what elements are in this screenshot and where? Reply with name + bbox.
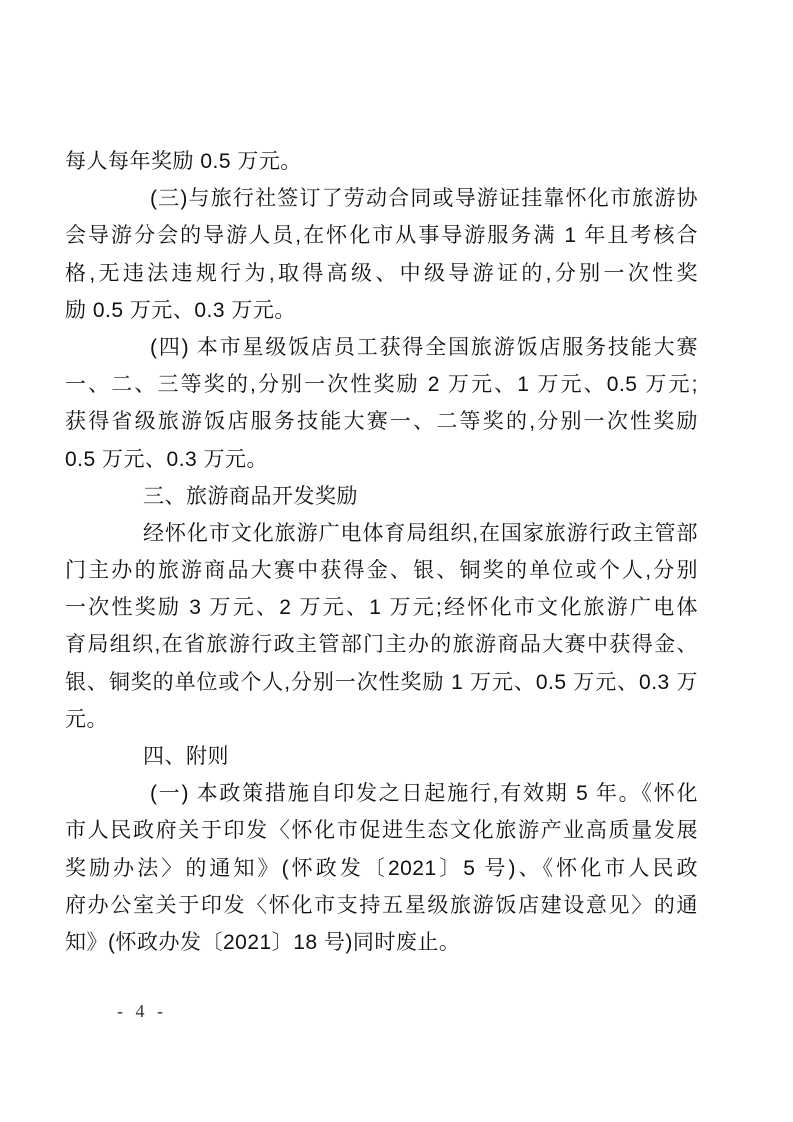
doc-line: 银、铜奖的单位或个人,分别一次性奖励 1 万元、0.5 万元、0.3 万 — [65, 670, 698, 694]
doc-line: 元。 — [65, 707, 108, 731]
doc-line: (三)与旅行社签订了劳动合同或导游证挂靠怀化市旅游协 — [150, 187, 698, 211]
doc-line: 育局组织,在省旅游行政主管部门主办的旅游商品大赛中获得金、 — [65, 633, 698, 657]
doc-line: 0.5 万元、0.3 万元。 — [65, 447, 269, 471]
doc-line: 一次性奖励 3 万元、2 万元、1 万元;经怀化市文化旅游广电体 — [65, 596, 698, 620]
doc-line: 知》(怀政办发〔2021〕18 号)同时废止。 — [65, 930, 461, 954]
doc-line: 经怀化市文化旅游广电体育局组织,在国家旅游行政主管部 — [143, 521, 698, 545]
doc-line: (四) 本市星级饭店员工获得全国旅游饭店服务技能大赛 — [150, 335, 698, 359]
doc-line: 市人民政府关于印发〈怀化市促进生态文化旅游产业高质量发展 — [65, 819, 698, 843]
section-heading: 四、附则 — [143, 745, 229, 768]
doc-line: 奖励办法〉的通知》(怀政发〔2021〕5 号)、《怀化市人民政 — [65, 856, 698, 880]
page-number: - 4 - — [117, 1001, 167, 1021]
doc-line: 励 0.5 万元、0.3 万元。 — [65, 298, 296, 322]
doc-line: 门主办的旅游商品大赛中获得金、银、铜奖的单位或个人,分别 — [65, 559, 698, 583]
doc-line: 会导游分会的导游人员,在怀化市从事导游服务满 1 年且考核合 — [65, 224, 698, 248]
doc-line: 获得省级旅游饭店服务技能大赛一、二等奖的,分别一次性奖励 — [65, 410, 698, 434]
doc-line: 府办公室关于印发〈怀化市支持五星级旅游饭店建设意见〉的通 — [65, 893, 698, 917]
doc-line: 一、二、三等奖的,分别一次性奖励 2 万元、1 万元、0.5 万元; — [65, 373, 698, 397]
doc-line: (一) 本政策措施自印发之日起施行,有效期 5 年。《怀化 — [150, 782, 698, 806]
document-text-block — [65, 143, 698, 961]
doc-line: 每人每年奖励 0.5 万元。 — [65, 150, 302, 173]
section-heading: 三、旅游商品开发奖励 — [143, 484, 358, 508]
doc-line: 格,无违法违规行为,取得高级、中级导游证的,分别一次性奖 — [65, 261, 698, 285]
